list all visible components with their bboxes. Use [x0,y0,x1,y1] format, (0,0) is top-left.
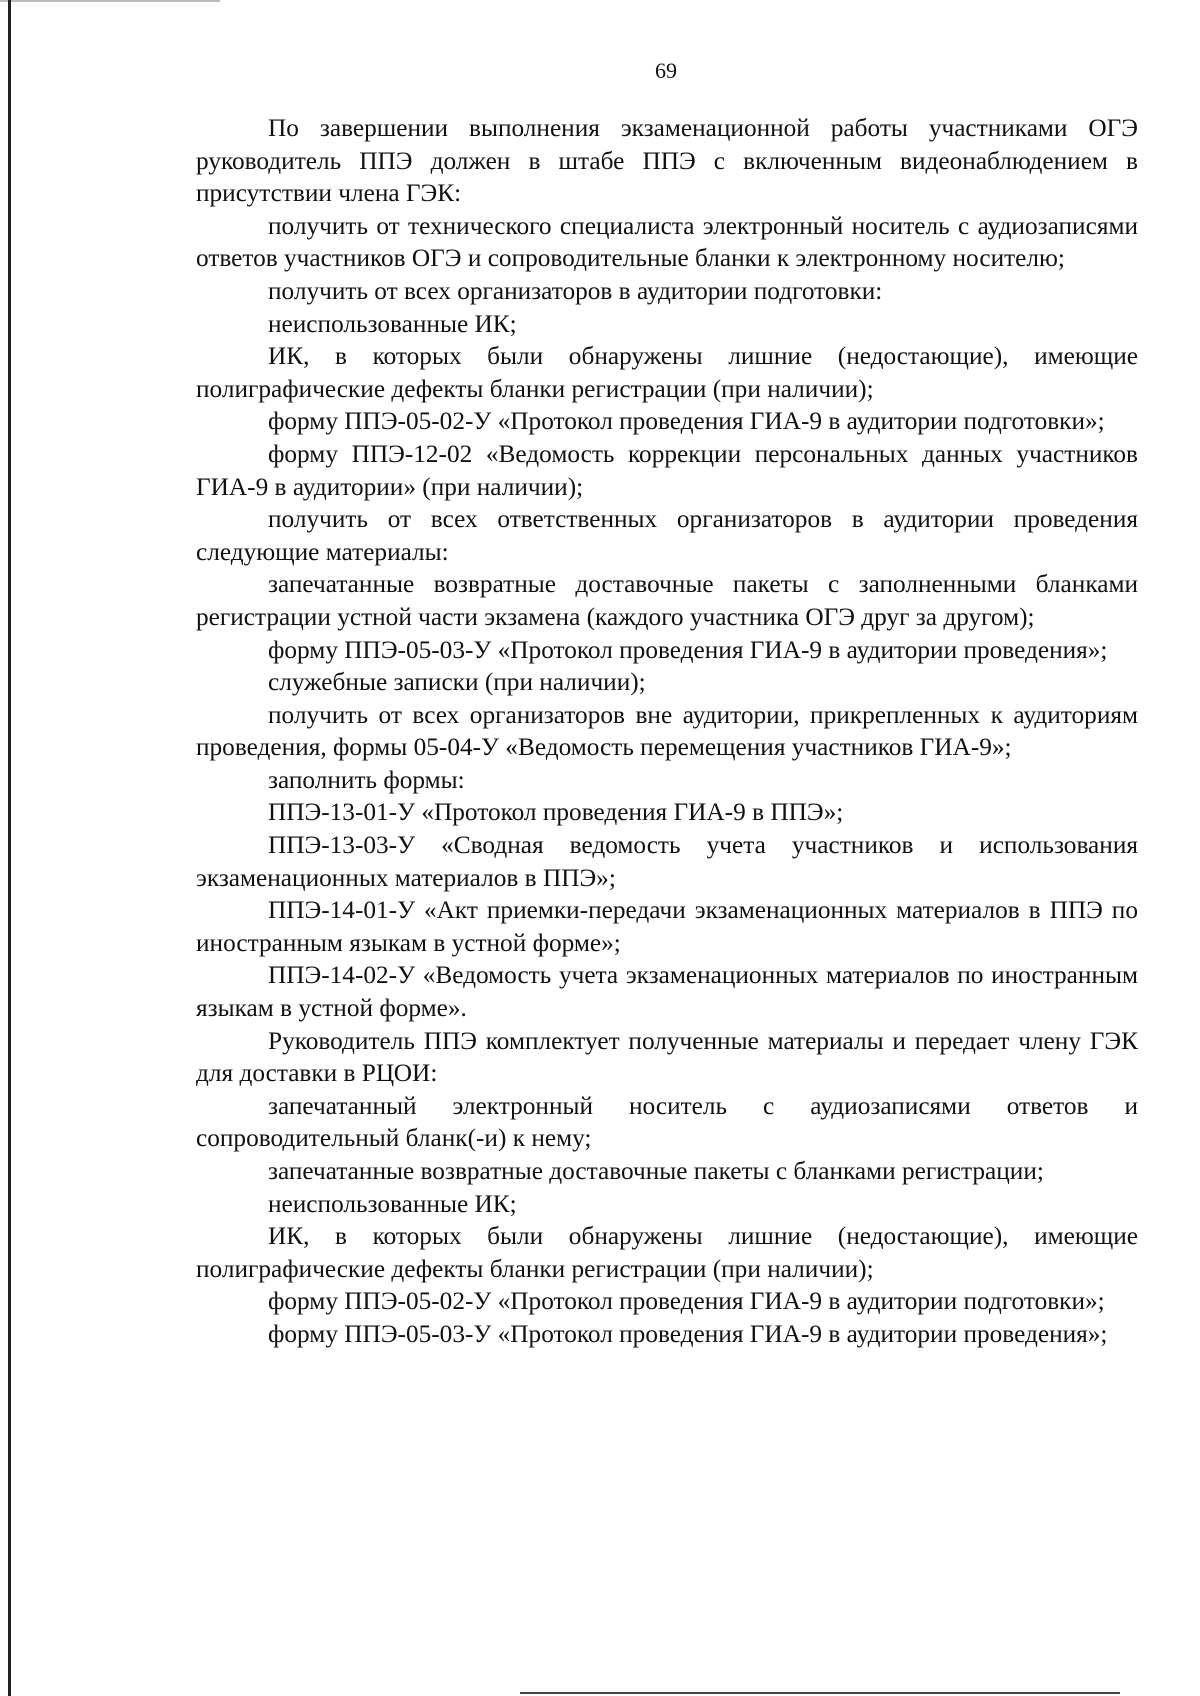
paragraph: запечатанный электронный носитель с аудиозаписями ответов и сопроводительный бланк(-и) к нему; [196,1091,1138,1153]
paragraph: Руководитель ППЭ комплектует полученные материалы и передает члену ГЭК для доставки в РЦОИ: [196,1026,1138,1088]
paragraph: форму ППЭ-05-03-У «Протокол проведения ГИА-9 в аудитории проведения»; [268,635,1108,664]
paragraph: неиспользованные ИК; [268,1189,517,1218]
paragraph: ППЭ-14-01-У «Акт приемки-передачи экзаменационных материалов в ППЭ по иностранным языкам в устной форме»; [196,896,1138,957]
paragraph: форму ППЭ-05-02-У «Протокол проведения ГИА-9 в аудитории подготовки»; [268,1287,1105,1316]
paragraph: форму ППЭ-05-02-У «Протокол проведения ГИА-9 в аудитории подготовки»; [268,407,1105,436]
scan-edge-top [0,0,220,2]
paragraph: ППЭ-13-01-У «Протокол проведения ГИА-9 в ППЭ»; [268,798,844,827]
paragraph: ИК, в которых были обнаружены лишние (недостающие), имеющие полиграфические дефекты бланки регистрации (при наличии); [196,342,1138,403]
paragraph: ППЭ-14-02-У «Ведомость учета экзаменационных материалов по иностранным языкам в устной форме». [196,961,1138,1023]
paragraph: запечатанные возвратные доставочные пакеты с заполненными бланками регистрации устной части экзамена (каждого участника ОГЭ друг за другом); [196,570,1138,631]
paragraph: форму ППЭ-05-03-У «Протокол проведения ГИА-9 в аудитории проведения»; [268,1319,1108,1348]
paragraph: служебные записки (при наличии); [268,668,646,697]
scan-edge-bottom [520,1692,1120,1694]
paragraph: ППЭ-13-03-У «Сводная ведомость учета участников и использования экзаменационных материалов в ППЭ»; [196,831,1138,892]
paragraph: По завершении выполнения экзаменационной работы участниками ОГЭ руководитель ППЭ должен в штабе ППЭ с включенным видеонаблюдением в присутствии члена ГЭК: [196,114,1138,208]
paragraph: получить от всех ответственных организаторов в аудитории проведения следующие материалы: [196,505,1138,566]
paragraph: ИК, в которых были обнаружены лишние (недостающие), имеющие полиграфические дефекты бланки регистрации (при наличии); [196,1222,1138,1283]
paragraph: получить от всех организаторов вне аудитории, прикрепленных к аудиториям проведения, формы 05-04-У «Ведомость перемещения участников ГИА-9»; [196,700,1138,762]
paragraph: неиспользованные ИК; [268,309,517,338]
paragraph: форму ППЭ-12-02 «Ведомость коррекции персональных данных участников ГИА-9 в аудитории» (при наличии); [196,439,1138,501]
page-number: 69 [655,58,677,83]
paragraph: запечатанные возвратные доставочные пакеты с бланками регистрации; [268,1157,1044,1185]
paragraph: заполнить формы: [268,765,465,794]
document-body [196,112,1138,1351]
paragraph: получить от технического специалиста электронный носитель с аудиозаписями ответов участников ОГЭ и сопроводительные бланки к электронному носителю; [196,211,1138,273]
paragraph: получить от всех организаторов в аудитории подготовки: [268,276,883,305]
scan-edge-left [8,0,11,1696]
